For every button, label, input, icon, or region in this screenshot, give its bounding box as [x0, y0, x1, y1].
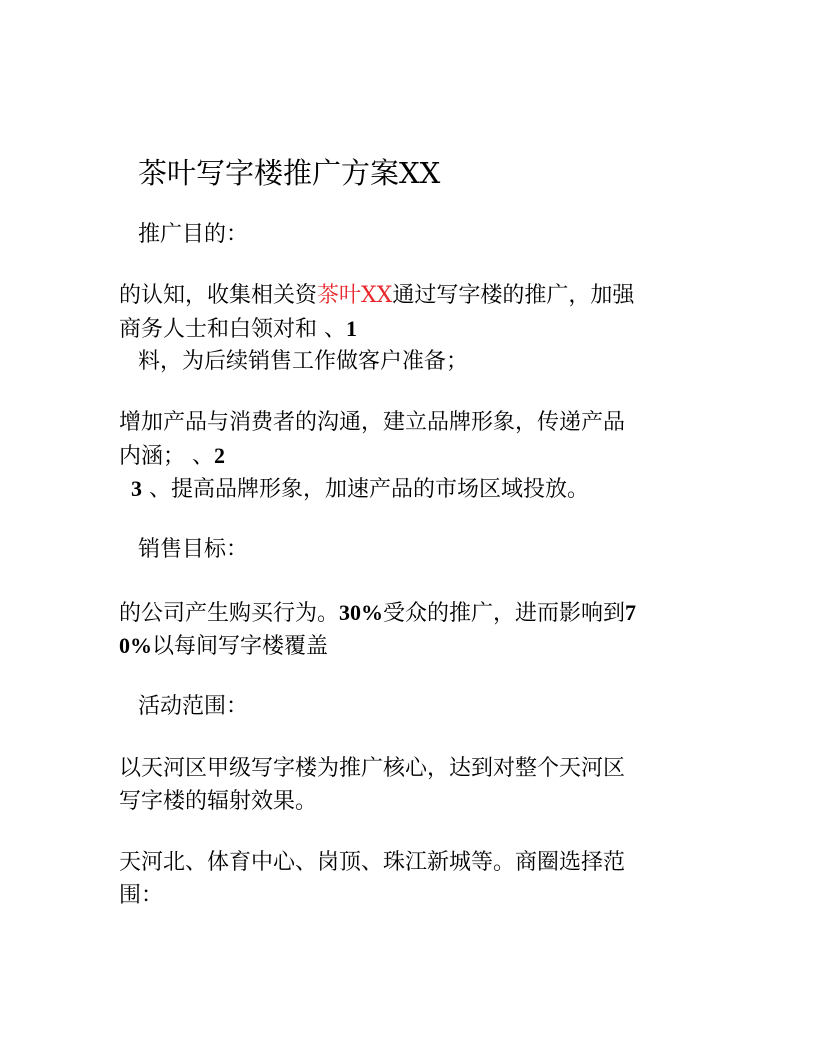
- percentage-fragment: 7: [625, 600, 637, 625]
- list-number: 2: [214, 443, 225, 468]
- paragraph-line: [119, 441, 225, 472]
- text-run: 的认知，收集相关资: [119, 283, 318, 308]
- paragraph-line: 以天河区甲级写字楼为推广核心，达到对整个天河区: [119, 756, 626, 781]
- text-run: 、提高品牌形象，加速产品的市场区域投放。: [142, 477, 589, 502]
- text-run: 受众的推广，进而影响到: [383, 601, 626, 626]
- document-title: 茶叶写字楼推广方案XX: [138, 156, 441, 190]
- text-run: 商务人士和白领对和 、: [119, 317, 346, 342]
- paragraph-line: 料，为后续销售工作做客户准备；: [138, 349, 469, 374]
- list-number: 1: [346, 316, 357, 341]
- text-run: 的公司产生购买行为。: [119, 601, 340, 626]
- paragraph-line: [131, 474, 589, 505]
- paragraph-line: [119, 598, 636, 629]
- percentage: 30%: [339, 600, 384, 625]
- paragraph-line: 围：: [119, 883, 164, 908]
- section-heading-scope: 活动范围：: [138, 694, 249, 719]
- section-heading-purpose: 推广目的：: [138, 222, 249, 247]
- paragraph-line: [119, 281, 634, 311]
- text-run: 通过写字楼的推广，加强: [392, 283, 635, 308]
- highlighted-text: 茶叶XX: [317, 283, 393, 308]
- text-run: 以每间写字楼覆盖: [152, 634, 329, 659]
- percentage-fragment: 0%: [119, 633, 152, 658]
- paragraph-line: 增加产品与消费者的沟通，建立品牌形象，传递产品: [119, 410, 626, 435]
- text-run: 内涵； 、: [119, 444, 214, 469]
- paragraph-line: 天河北、体育中心、岗顶、珠江新城等。商圈选择范: [119, 850, 626, 875]
- list-number: 3: [131, 476, 142, 501]
- section-heading-sales-target: 销售目标：: [138, 537, 249, 562]
- paragraph-line: 写字楼的辐射效果。: [119, 789, 318, 814]
- paragraph-line: [119, 631, 328, 662]
- paragraph-line: [119, 314, 357, 345]
